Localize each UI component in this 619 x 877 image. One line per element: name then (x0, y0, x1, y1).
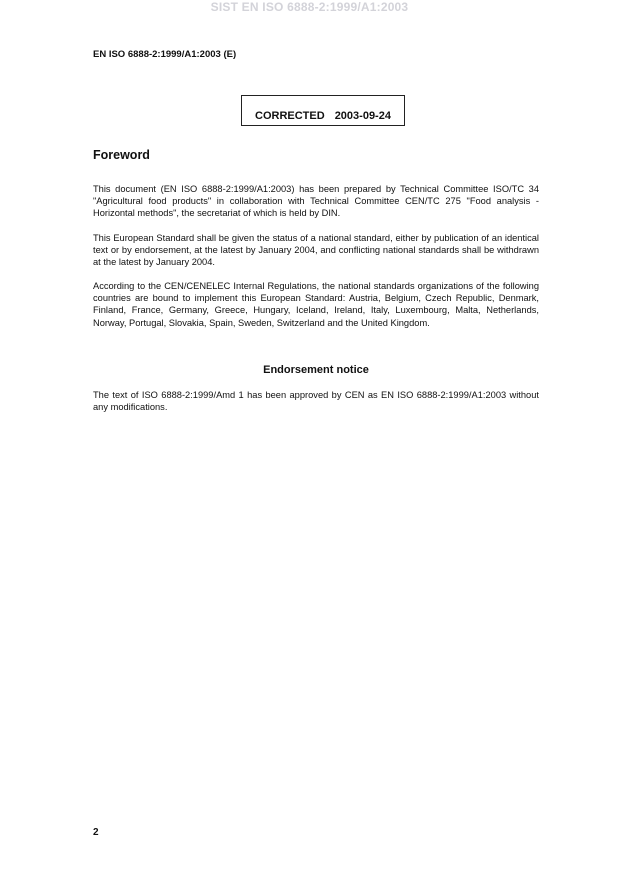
foreword-paragraph: This European Standard shall be given the status of a national standard, either by publication of an identical text or by endorsement, at the latest by January 2004, and conflicting national standards shall be withdrawn at the latest by January 2004. (93, 233, 539, 268)
foreword-heading: Foreword (93, 148, 150, 162)
document-reference: EN ISO 6888-2:1999/A1:2003 (E) (93, 49, 237, 60)
correction-date: 2003-09-24 (334, 110, 391, 122)
correction-stamp (241, 95, 405, 126)
endorsement-paragraph: The text of ISO 6888-2:1999/Amd 1 has been approved by CEN as EN ISO 6888-2:1999/A1:2003 without any modifications. (93, 390, 539, 413)
correction-label: CORRECTED (255, 110, 325, 122)
watermark: SIST EN ISO 6888-2:1999/A1:2003 (210, 0, 409, 14)
endorsement-heading: Endorsement notice (263, 364, 369, 376)
foreword-paragraph: According to the CEN/CENELEC Internal Regulations, the national standards organizations of the following countries are bound to implement this European Standard: Austria, Belgium, Czech Republic, Denmark, Finland, France, Germany, Greece, Hungary, Iceland, Ireland, Italy, Luxembourg, Malta, Netherlands, Norway, Portugal, Slovakia, Spain, Sweden, Switzerland and the United Kingdom. (93, 281, 539, 328)
page-number: 2 (93, 827, 99, 838)
foreword-paragraph: This document (EN ISO 6888-2:1999/A1:2003) has been prepared by Technical Committee ISO/TC 34 "Agricultural food products" in collaboration with Technical Committee CEN/TC 275 "Food analysis - Horizontal methods", the secretariat of which is held by DIN. (93, 184, 539, 219)
